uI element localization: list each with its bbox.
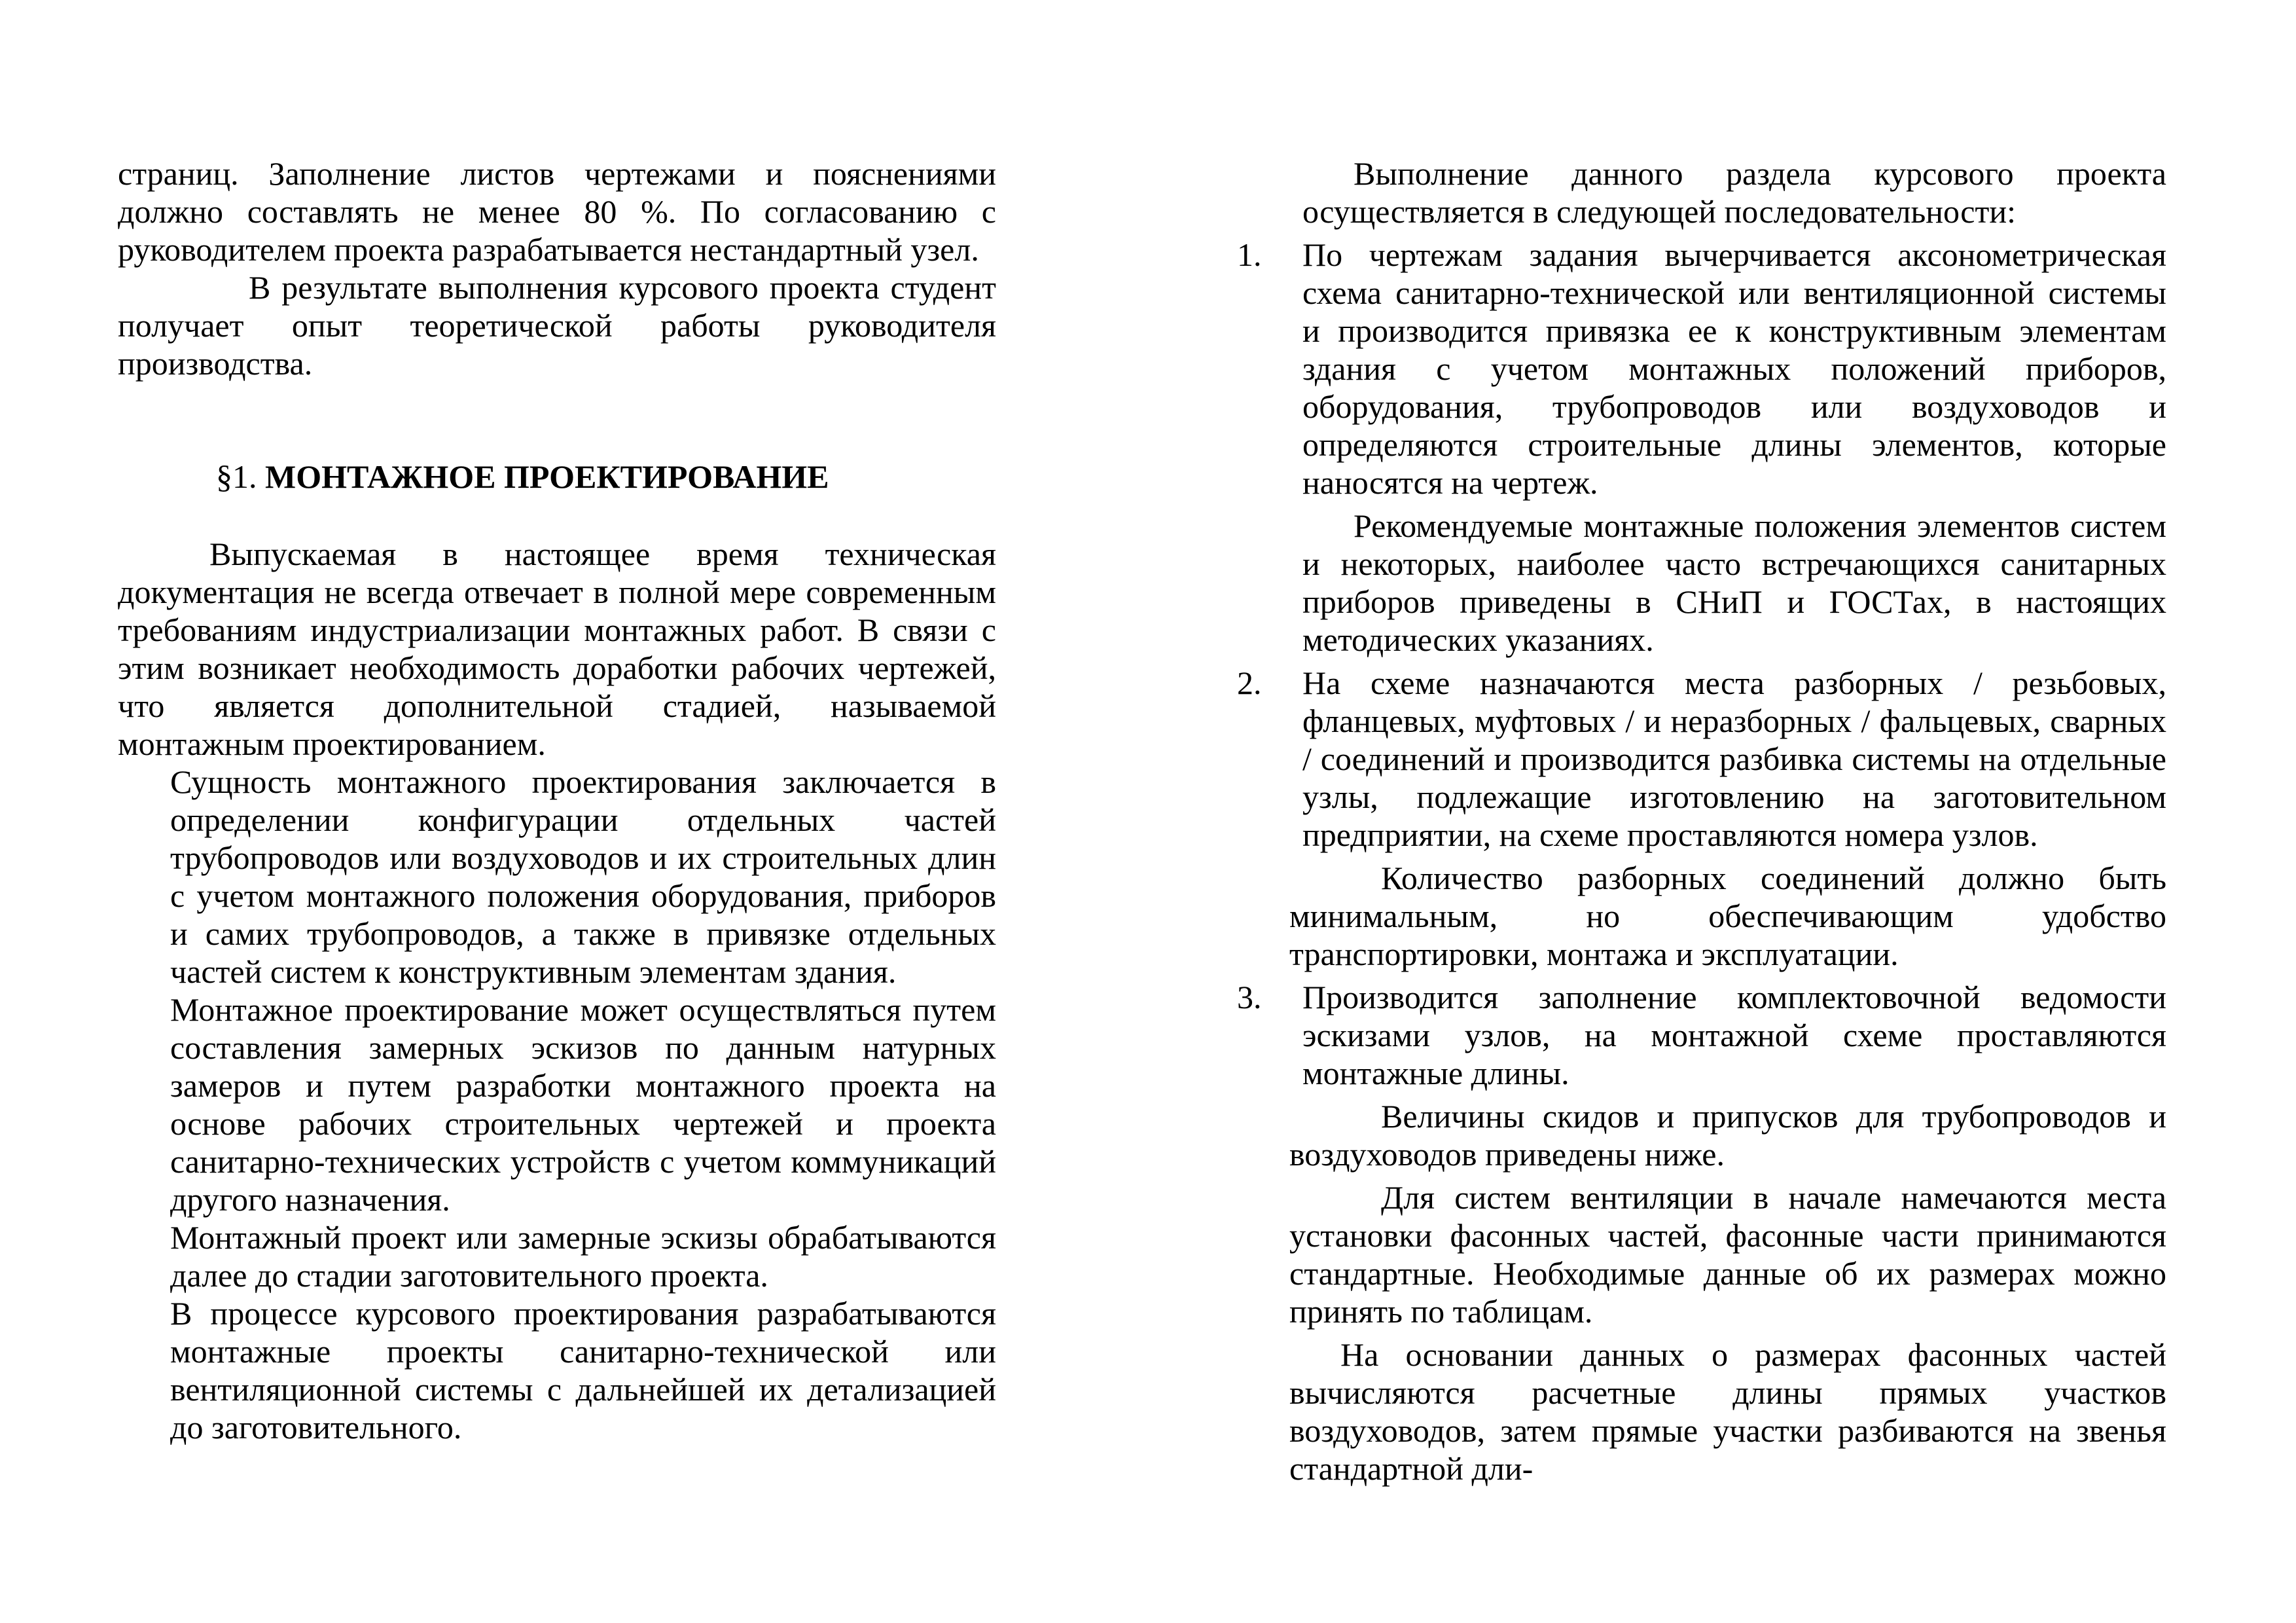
step-text: По чертежам задания вычерчивается аксонометрическая схема санитарно-технической или вентиляционной системы и производится привязка ее к конструктивным элементам здания с учетом монтажных положений приборов, оборудования, трубопроводов или воздуховодов и определяются строительные длины элементов, которые наносятся на чертеж. [1302, 236, 2166, 501]
step-text: Производится заполнение комплектовочной ведомости эскизами узлов, на монтажной схеме проставляются монтажные длины. [1302, 979, 2166, 1091]
list-item [1237, 236, 2166, 501]
section-number: §1. [216, 458, 257, 495]
step-number: 3. [1237, 979, 1262, 1015]
body-paragraph: Сущность монтажного проектирования заключается в определении конфигурации отдельных частей трубопроводов или воздуховодов и их строительных длин с учетом монтажного положения оборудования, приборов и самих трубопроводов, а также в привязке отдельных частей систем к конструктивным элементам здания. [170, 763, 996, 990]
step-note: Рекомендуемые монтажные положения элементов систем и некоторых, наиболее часто встречающихся санитарных приборов приведены в СНиП и ГОСТах, в настоящих методических указаниях. [1302, 507, 2166, 658]
section-title: МОНТАЖНОЕ ПРОЕКТИРОВАНИЕ [265, 458, 829, 495]
section-heading [118, 458, 996, 496]
body-paragraph: Для систем вентиляции в начале намечаются места установки фасонных частей, фасонные части принимаются стандартные. Необходимые данные об их размерах можно принять по таблицам. [1289, 1179, 2166, 1330]
step-number: 1. [1237, 236, 1262, 273]
intro-paragraph: Выполнение данного раздела курсового проекта осуществляется в следующей последовательности: [1302, 155, 2166, 230]
step-note: Количество разборных соединений должно быть минимальным, но обеспечивающим удобство транспортировки, монтажа и эксплуатации. [1289, 860, 2166, 972]
body-paragraph: На основании данных о размерах фасонных частей вычисляются расчетные длины прямых участков воздуховодов, затем прямые участки разбиваются на звенья стандартной дли- [1289, 1336, 2166, 1487]
steps-list [1237, 236, 2166, 501]
steps-list [1237, 664, 2166, 854]
list-item [1237, 978, 2166, 1092]
steps-list [1237, 978, 2166, 1092]
body-paragraph: Монтажное проектирование может осуществляться путем составления замерных эскизов по данным натурных замеров и путем разработки монтажного проекта на основе рабочих строительных чертежей и проекта санитарно-технических устройств с учетом коммуникаций другого назначения. [170, 991, 996, 1218]
body-paragraph: Выпускаемая в настоящее время техническая документация не всегда отвечает в полной мере современным требованиям индустриализации монтажных работ. В связи с этим возникает необходимость доработки рабочих чертежей, что является дополнительной стадией, называемой монтажным проектированием. [118, 536, 996, 762]
left-page [118, 155, 996, 1446]
body-paragraph: Монтажный проект или замерные эскизы обрабатываются далее до стадии заготовительного проекта. [170, 1219, 996, 1294]
right-page [1237, 155, 2166, 1487]
intro-paragraph: страниц. Заполнение листов чертежами и пояснениями должно составлять не менее 80 %. По согласованию с руководителем проекта разрабатывается нестандартный узел. [118, 155, 996, 268]
step-note: Величины скидов и припусков для трубопроводов и воздуховодов приведены ниже. [1289, 1098, 2166, 1173]
step-text: На схеме назначаются места разборных / резьбовых, фланцевых, муфтовых / и неразборных / фальцевых, сварных / соединений и производится разбивка системы на отдельные узлы, подлежащие изготовлению на заготовительном предприятии, на схеме проставляются номера узлов. [1302, 665, 2166, 853]
intro-paragraph: В результате выполнения курсового проекта студент получает опыт теоретической работы руководителя производства. [118, 269, 996, 382]
body-paragraph: В процессе курсового проектирования разрабатываются монтажные проекты санитарно-технической или вентиляционной системы с дальнейшей их детализацией до заготовительного. [170, 1295, 996, 1446]
list-item [1237, 664, 2166, 854]
step-number: 2. [1237, 665, 1262, 701]
